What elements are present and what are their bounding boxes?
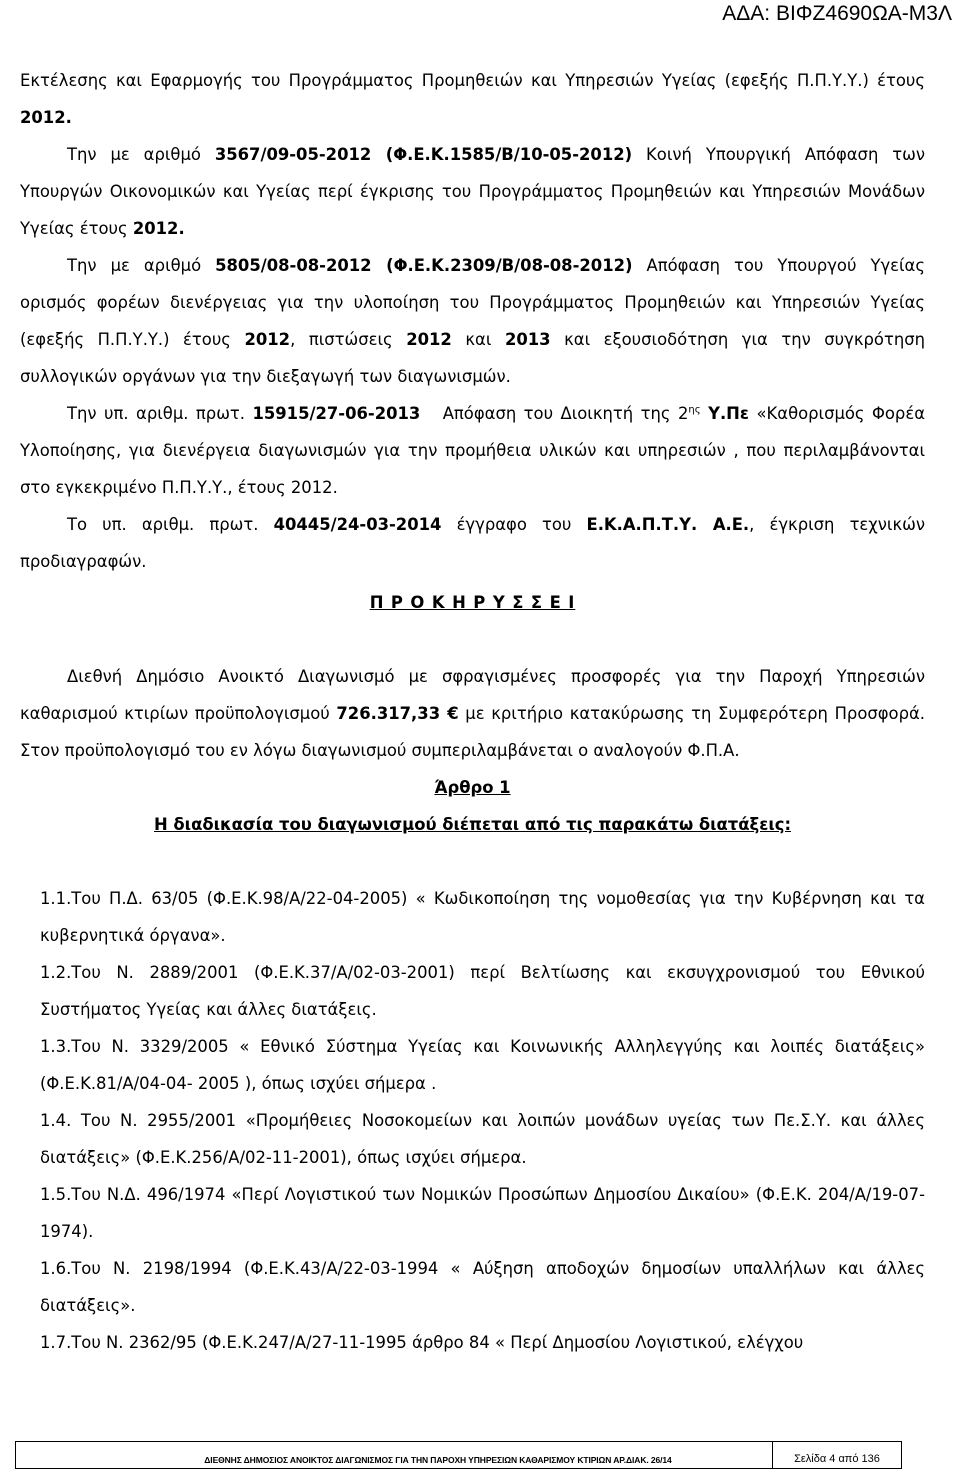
list-item: 1.4. Του Ν. 2955/2001 «Προμήθειες Νοσοκομείων και λοιπών μονάδων υγείας των Πε.Σ.Υ. και άλλες διατάξεις» (Φ.Ε.Κ.256/Α/02-11-2001), όπως ισχύει σήμερα. xyxy=(40,1111,925,1167)
paragraph-tender xyxy=(20,658,925,769)
paragraph-ekapty-doc xyxy=(20,506,925,580)
page-number: Σελίδα 4 από 136 xyxy=(772,1442,901,1468)
p5-org: Ε.Κ.Α.Π.Τ.Υ. Α.Ε. xyxy=(586,515,750,534)
p4-sup: ης xyxy=(688,404,701,416)
document-body xyxy=(20,62,925,1361)
p3-text1: Απόφαση του Υπουργού Υγείας ορισμός φορέων διενέργειας για την υλοποίηση του Προγράμματος Προμηθειών και Υπηρεσιών Υγείας (εφεξής Π.Π.Υ.Υ.) έτους xyxy=(20,256,925,349)
p4-text2: «Καθορισμός Φορέα Υλοποίησης, για διενέργεια διαγωνισμών για την προμήθεια υλικών και υπηρεσιών , που περιλαμβάνονται στο εγκεκριμένο Π.Π.Υ.Υ., έτους 2012. xyxy=(20,404,925,497)
p3-year1: 2012 xyxy=(244,330,291,349)
p3-year3: 2013 xyxy=(504,330,551,349)
p3-year2: 2012 xyxy=(406,330,452,349)
list-item: 1.3.Του Ν. 3329/2005 « Εθνικό Σύστημα Υγείας και Κοινωνικής Αλληλεγγύης και λοιπές διατάξεις» (Φ.Ε.Κ.81/Α/04-04- 2005 ), όπως ισχύει σήμερα . xyxy=(40,1037,925,1093)
paragraph-kya xyxy=(20,136,925,247)
p4-text1: Απόφαση του Διοικητή της 2 xyxy=(442,404,689,423)
spacer xyxy=(20,843,925,880)
p2-ref: 3567/09-05-2012 (Φ.Ε.Κ.1585/Β/10-05-2012) xyxy=(214,145,633,164)
p4-ref: 15915/27-06-2013 xyxy=(252,404,421,423)
p5-ref: 40445/24-03-2014 xyxy=(273,515,442,534)
article-title: Άρθρο 1 xyxy=(434,778,511,797)
p3-text2: , πιστώσεις xyxy=(290,330,393,349)
p2-year: 2012. xyxy=(132,219,185,238)
p2-text: Κοινή Υπουργική Απόφαση των Υπουργών Οικονομικών και Υγείας περί έγκρισης του Προγράμματος Προμηθειών και Υπηρεσιών Μονάδων Υγείας έτους xyxy=(20,145,925,238)
list-item: 1.5.Του Ν.Δ. 496/1974 «Περί Λογιστικού των Νομικών Προσώπων Δημοσίου Δικαίου» (Φ.Ε.Κ. 204/Α/19-07-1974). xyxy=(40,1185,925,1241)
p2-lead: Την με αριθμό xyxy=(67,145,201,164)
tender-text1: Διεθνή Δημόσιο Ανοικτό Διαγωνισμό με σφραγισμένες προσφορές για την Παροχή Υπηρεσιών καθαρισμού κτιρίων προϋπολογισμού xyxy=(20,667,925,723)
spacer xyxy=(20,621,925,658)
p5-text2: , έγκριση τεχνικών προδιαγραφών. xyxy=(20,515,926,571)
p4-lead: Την υπ. αριθμ. πρωτ. xyxy=(67,404,245,423)
paragraph-director-decision xyxy=(20,395,925,506)
list-item: 1.7.Του Ν. 2362/95 (Φ.Ε.Κ.247/Α/27-11-1995 άρθρο 84 « Περί Δημοσίου Λογιστικού, ελέγχου xyxy=(40,1333,804,1352)
p5-text1: έγγραφο του xyxy=(456,515,572,534)
p1-year: 2012. xyxy=(20,108,72,127)
p4-ype: Υ.Πε xyxy=(708,404,750,423)
p3-text3: και εξουσιοδότηση για την συγκρότηση συλλογικών οργάνων για την διεξαγωγή των διαγωνισμών. xyxy=(20,330,925,386)
proclaims-heading: Π Ρ Ο Κ Η Ρ Υ Σ Σ Ε Ι xyxy=(369,593,576,612)
p5-lead: Το υπ. αριθμ. πρωτ. xyxy=(67,515,259,534)
p3-and: και xyxy=(465,330,492,349)
paragraph-ministry-decision xyxy=(20,247,925,395)
article-subtitle: Η διαδικασία του διαγωνισμού διέπεται από τις παρακάτω διατάξεις: xyxy=(154,815,791,834)
tender-text2: με κριτήριο κατακύρωσης τη Συμφερότερη Προσφορά. Στον προϋπολογισμό του εν λόγω διαγωνισμού συμπεριλαμβάνεται ο αναλογούν Φ.Π.Α. xyxy=(20,704,925,760)
p3-lead: Την με αριθμό xyxy=(67,256,202,275)
footer-title: ΔΙΕΘΝΗΣ ΔΗΜΟΣΙΟΣ ΑΝΟΙΚΤΟΣ ΔΙΑΓΩΝΙΣΜΟΣ ΓΙΑ ΤΗΝ ΠΑΡΟΧΗ ΥΠΗΡΕΣΙΩΝ ΚΑΘΑΡΙΣΜΟΥ ΚΤΙΡΙΩΝ ΑΡ.ΔΙΑΚ. 26/14 xyxy=(204,1455,672,1465)
ada-code: ΑΔΑ: ΒΙΦΖ4690ΩΑ-Μ3Λ xyxy=(722,2,952,25)
p1-text: Εκτέλεσης και Εφαρμογής του Προγράμματος Προμηθειών και Υπηρεσιών Υγείας (εφεξής Π.Π.Υ.Υ.) έτους xyxy=(20,71,925,90)
list-item: 1.1.Του Π.Δ. 63/05 (Φ.Ε.Κ.98/Α/22-04-2005) « Κωδικοποίηση της νομοθεσίας για την Κυβέρνηση και τα κυβερνητικά όργανα». xyxy=(40,889,925,945)
p3-ref: 5805/08-08-2012 (Φ.Ε.Κ.2309/Β/08-08-2012) xyxy=(215,256,633,275)
tender-amount: 726.317,33 € xyxy=(336,704,459,723)
page-footer xyxy=(15,1441,902,1469)
paragraph-ppyy-intro xyxy=(20,62,925,136)
list-item: 1.6.Του Ν. 2198/1994 (Φ.Ε.Κ.43/Α/22-03-1994 « Αύξηση αποδοχών δημοσίων υπαλλήλων και άλλες διατάξεις». xyxy=(40,1259,925,1315)
list-item: 1.2.Του Ν. 2889/2001 (Φ.Ε.Κ.37/Α/02-03-2001) περί Βελτίωσης και εκσυγχρονισμού του Εθνικού Συστήματος Υγείας και άλλες διατάξεις. xyxy=(40,963,925,1019)
